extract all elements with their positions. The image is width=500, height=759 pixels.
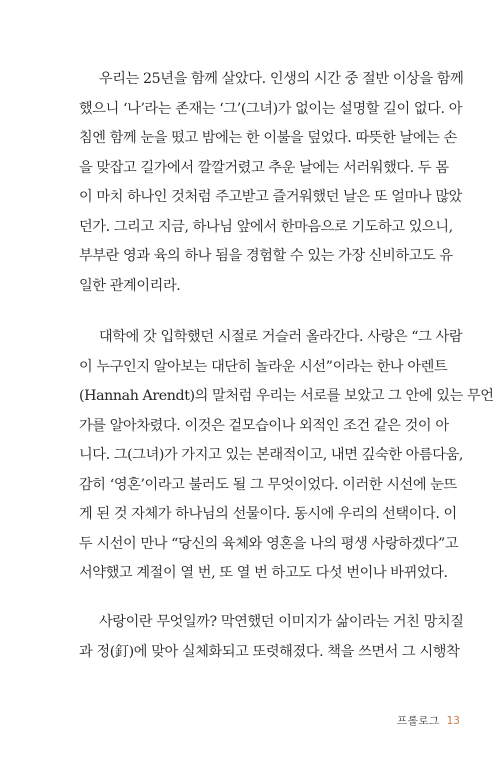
page-number: 13 — [446, 715, 460, 727]
paragraph-line: 가를 알아차렸다. 이것은 겉모습이나 외적인 조건 같은 것이 아 — [79, 417, 449, 434]
paragraph-line: (Hannah Arendt)의 말처럼 우리는 서로를 보았고 그 안에 있는 무언 — [79, 388, 494, 404]
paragraph-line: 침엔 함께 눈을 떴고 밤에는 한 이불을 덮었다. 따뜻한 날에는 손 — [79, 130, 457, 146]
paragraph-line: 부부란 영과 육의 하나 됨을 경험할 수 있는 가장 신비하고도 유 — [79, 248, 453, 264]
paragraph-line: 던가. 그리고 지금, 하나님 앞에서 한마음으로 기도하고 있으니, — [79, 218, 453, 235]
paragraph-line: 이 누구인지 알아보는 대단히 놀라운 시선”이라는 한나 아렌트 — [79, 358, 448, 375]
paragraph-line: 사랑이란 무엇일까? 막연했던 이미지가 삶이라는 거친 망치질 — [99, 614, 464, 630]
paragraph-line: 대학에 갓 입학했던 시절로 거슬러 올라간다. 사랑은 “그 사람 — [99, 329, 463, 345]
paragraph-line: 니다. 그(그녀)가 가지고 있는 본래적이고, 내면 깊숙한 아름다움, — [79, 447, 463, 463]
paragraph-line: 일한 관계이리라. — [79, 277, 181, 294]
page-footer — [360, 712, 460, 730]
paragraph-line: 과 정(釘)에 맞아 실체화되고 또렷해졌다. 책을 쓰면서 그 시행착 — [79, 643, 460, 660]
paragraph-line: 을 맞잡고 길가에서 깔깔거렸고 추운 날에는 서러워했다. 두 몸 — [79, 159, 449, 176]
paragraph-line: 두 시선이 만나 “당신의 육체와 영혼을 나의 평생 사랑하겠다”고 — [79, 535, 459, 552]
paragraph-line: 감히 ‘영혼’이라고 불러도 될 그 무엇이었다. 이러한 시선에 눈뜨 — [79, 476, 457, 493]
paragraph-line: 게 된 것 자체가 하나님의 선물이다. 동시에 우리의 선택이다. 이 — [79, 506, 457, 522]
paragraph-line: 이 마치 하나인 것처럼 주고받고 즐거워했던 날은 또 얼마나 많았 — [79, 189, 462, 205]
paragraph-line: 서약했고 계절이 열 번, 또 열 번 하고도 다섯 번이나 바뀌었다. — [79, 565, 448, 581]
paragraph-line: 했으니 ‘나’라는 존재는 ‘그’(그녀)가 없이는 설명할 길이 없다. 아 — [79, 100, 463, 117]
paragraph-line: 우리는 25년을 함께 살았다. 인생의 시간 중 절반 이상을 함께 — [99, 71, 464, 87]
running-footer-label: 프롤로그 — [397, 715, 440, 727]
